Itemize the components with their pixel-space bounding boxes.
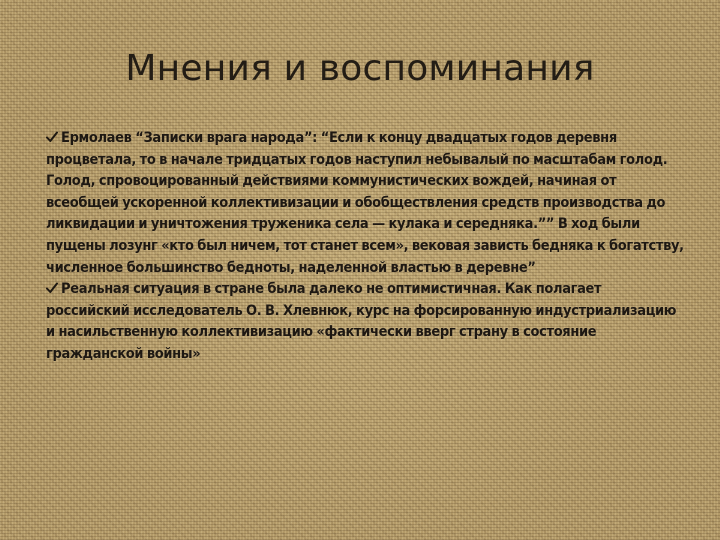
bullet-text: Реальная ситуация в стране была далеко не оптимистичная. Как полагает российский исследователь О. В. Хлевнюк, курс на форсированную индустриализацию и насильственную коллективизацию «фактически вверг страну в состояние гражданской войны» <box>46 281 677 362</box>
bullet-text: Ермолаев “Записки врага народа”: “Если к концу двадцатых годов деревня процветала, то в начале тридцатых годов наступил небывалый по масштабам голод. Голод, спровоцированный действиями коммунистических вождей, начиная от всеобщей ускоренной коллективизации и обобществления средств производства до ликвидации и уничтожения труженика села — кулака и середняка.”” В ход были пущены лозунг «кто был ничем, тот станет всем», вековая зависть бедняка к богатству, численное большинство бедноты, наделенной властью в деревне” <box>46 130 684 276</box>
slide-title: Мнения и воспоминания <box>125 48 595 89</box>
slide-body <box>46 128 686 366</box>
bullet-item-1 <box>46 128 686 279</box>
checkmark-icon <box>46 131 58 143</box>
checkmark-icon <box>46 282 58 294</box>
bullet-item-2 <box>46 279 686 365</box>
